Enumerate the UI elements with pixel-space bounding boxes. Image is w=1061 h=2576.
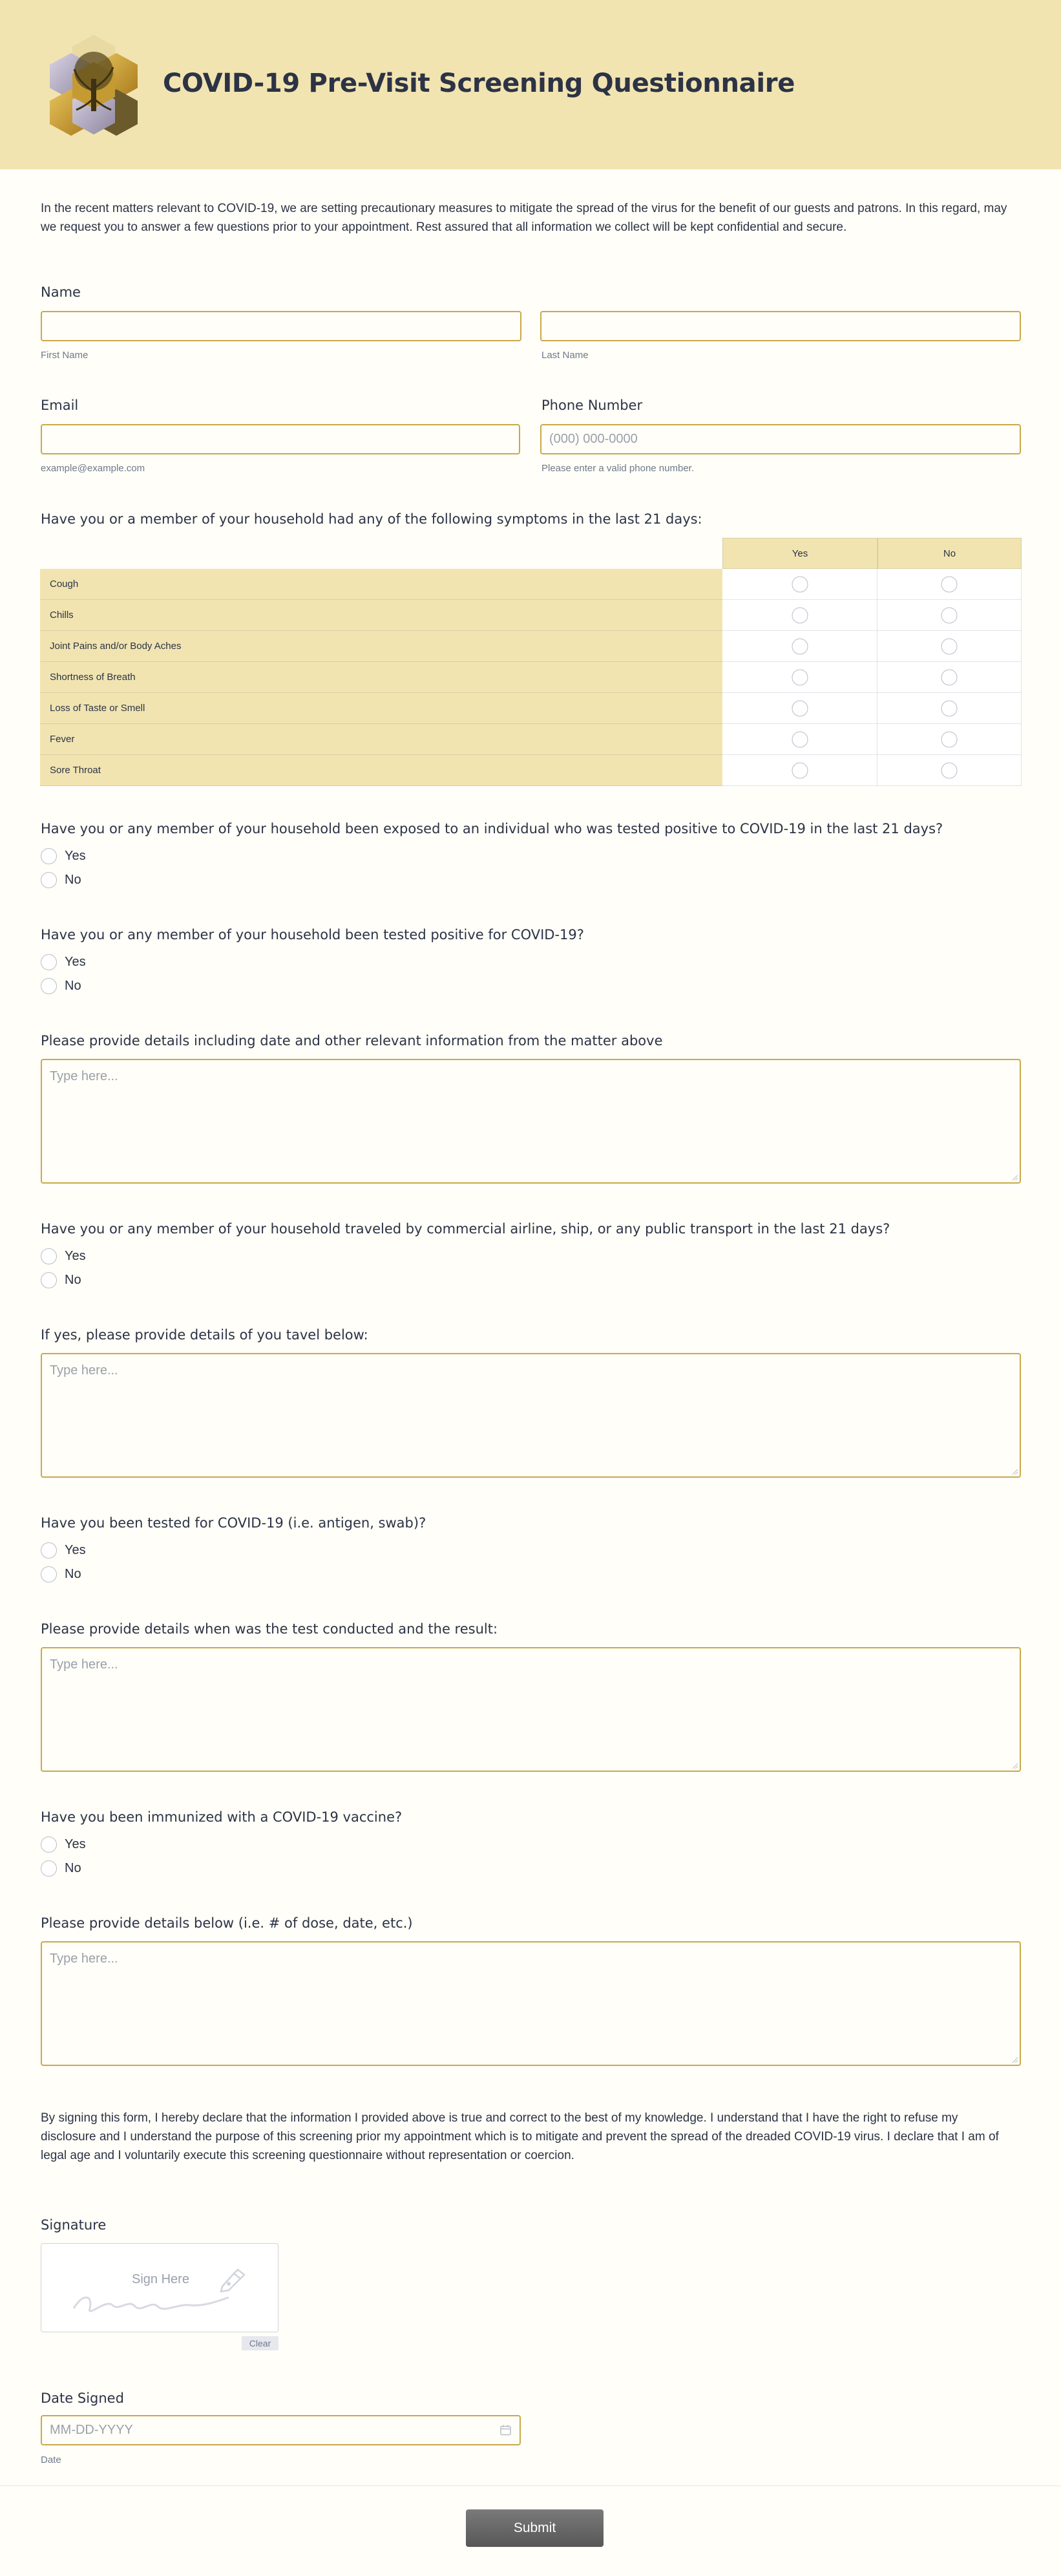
radio-no[interactable]: [941, 731, 958, 747]
matrix-cell[interactable]: [722, 631, 877, 662]
intro-text: In the recent matters relevant to COVID-19, we are setting precautionary measures to mitigate the spread of the virus for the benefit of our guests and patrons. In this regard, may we request you to answer a few questions prior to your appointment. Rest assured that all information we collect will be kept confidential and secure.: [41, 202, 1007, 234]
signature-label: Signature: [41, 2217, 107, 2233]
details-matter-question: Please provide details including date and other relevant information from the matter above: [41, 1033, 663, 1048]
signature-pad[interactable]: [41, 2243, 278, 2332]
email-input[interactable]: [41, 424, 520, 454]
exposed-option-yes[interactable]: [41, 846, 86, 866]
radio-icon[interactable]: [41, 872, 57, 888]
matrix-cell[interactable]: [722, 600, 877, 631]
option-label: Yes: [65, 848, 86, 863]
test-details-question: Please provide details when was the test conducted and the result:: [41, 1621, 498, 1637]
matrix-cell[interactable]: [877, 662, 1022, 693]
radio-icon[interactable]: [41, 1542, 57, 1559]
matrix-row-label: Cough: [40, 569, 722, 600]
matrix-cell[interactable]: [722, 724, 877, 755]
tested-household-question: Have you or any member of your household been tested positive for COVID-19?: [41, 927, 584, 942]
matrix-column-yes: Yes: [722, 538, 877, 569]
matrix-cell[interactable]: [877, 600, 1022, 631]
first-name-sublabel: First Name: [41, 350, 89, 361]
symptoms-question: Have you or a member of your household had any of the following symptoms in the last 21 days:: [41, 511, 702, 527]
matrix-row-label: Joint Pains and/or Body Aches: [40, 631, 722, 662]
email-sublabel: example@example.com: [41, 463, 145, 474]
radio-yes[interactable]: [792, 576, 808, 592]
matrix-row-label: Shortness of Breath: [40, 662, 722, 693]
matrix-row-label: Sore Throat: [40, 755, 722, 786]
exposed-option-no[interactable]: [41, 870, 81, 889]
date-sublabel: Date: [41, 2454, 61, 2465]
matrix-cell[interactable]: [722, 755, 877, 786]
travel-question: Have you or any member of your household traveled by commercial airline, ship, or any public transport in the last 21 days?: [41, 1221, 890, 1237]
radio-icon[interactable]: [41, 1566, 57, 1582]
phone-sublabel: Please enter a valid phone number.: [541, 463, 694, 474]
option-label: Yes: [65, 1836, 86, 1851]
vaccine-option-no[interactable]: [41, 1858, 81, 1878]
phone-label: Phone Number: [541, 398, 643, 413]
vaccine-option-yes[interactable]: [41, 1835, 86, 1854]
tested-self-option-no[interactable]: [41, 1564, 81, 1584]
radio-icon[interactable]: [41, 1860, 57, 1877]
declaration-text: By signing this form, I hereby declare that the information I provided above is true and correct to the best of my knowledge. I understand that I have the right to refuse my disclosure and I understand the purpose of this screening prior my appointment which is to mitigate and prevent the spread of the dreaded COVID-19 virus. I declare that I am of legal age and I voluntarily execute this screening questionnaire without representation or coercion.: [41, 2111, 999, 2162]
form-header: [0, 0, 1061, 169]
radio-no[interactable]: [941, 607, 958, 623]
matrix-cell[interactable]: [877, 693, 1022, 724]
resize-handle-icon[interactable]: [1011, 1174, 1018, 1180]
matrix-row-label: Fever: [40, 724, 722, 755]
exposed-question: Have you or any member of your household been exposed to an individual who was tested positive to COVID-19 in the last 21 days?: [41, 821, 943, 836]
matrix-cell[interactable]: [877, 724, 1022, 755]
matrix-cell[interactable]: [722, 569, 877, 600]
radio-yes[interactable]: [792, 669, 808, 685]
resize-handle-icon[interactable]: [1011, 1762, 1018, 1769]
radio-no[interactable]: [941, 576, 958, 592]
option-label: No: [65, 1860, 81, 1875]
tested-self-option-yes[interactable]: [41, 1540, 86, 1560]
radio-yes[interactable]: [792, 607, 808, 623]
travel-details-question: If yes, please provide details of you tavel below:: [41, 1327, 368, 1343]
matrix-row-label: Loss of Taste or Smell: [40, 693, 722, 724]
matrix-cell[interactable]: [877, 631, 1022, 662]
calendar-icon[interactable]: [500, 2425, 511, 2436]
first-name-input[interactable]: [41, 311, 521, 341]
matrix-cell[interactable]: [722, 693, 877, 724]
radio-no[interactable]: [941, 669, 958, 685]
travel-details-textarea[interactable]: Type here...: [41, 1353, 1021, 1478]
test-details-textarea[interactable]: Type here...: [41, 1647, 1021, 1772]
option-label: No: [65, 1566, 81, 1581]
travel-option-no[interactable]: [41, 1270, 81, 1290]
sign-here-placeholder: Sign Here: [132, 2272, 189, 2286]
vaccine-details-question: Please provide details below (i.e. # of dose, date, etc.): [41, 1915, 413, 1931]
email-label: Email: [41, 398, 79, 413]
vaccine-details-textarea[interactable]: Type here...: [41, 1941, 1021, 2066]
option-label: No: [65, 872, 81, 887]
resize-handle-icon[interactable]: [1011, 1468, 1018, 1474]
radio-no[interactable]: [941, 638, 958, 654]
last-name-input[interactable]: [540, 311, 1021, 341]
radio-icon[interactable]: [41, 1272, 57, 1288]
matrix-cell[interactable]: [722, 662, 877, 693]
date-input[interactable]: MM-DD-YYYY: [41, 2415, 521, 2445]
radio-icon[interactable]: [41, 1248, 57, 1264]
submit-button[interactable]: Submit: [466, 2509, 604, 2547]
option-label: Yes: [65, 954, 86, 969]
option-label: Yes: [65, 1542, 86, 1557]
option-label: Yes: [65, 1248, 86, 1263]
tree-logo-icon: [45, 34, 142, 136]
radio-icon[interactable]: [41, 954, 57, 970]
form-title: COVID-19 Pre-Visit Screening Questionnaire: [163, 69, 795, 98]
option-label: No: [65, 978, 81, 993]
matrix-row-label: Chills: [40, 600, 722, 631]
radio-no[interactable]: [941, 762, 958, 778]
radio-yes[interactable]: [792, 700, 808, 716]
matrix-column-no: No: [877, 538, 1022, 569]
resize-handle-icon[interactable]: [1011, 2056, 1018, 2063]
radio-icon[interactable]: [41, 1836, 57, 1853]
tested-household-option-no[interactable]: [41, 976, 81, 995]
date-signed-label: Date Signed: [41, 2390, 124, 2406]
pen-icon: [217, 2267, 246, 2293]
radio-no[interactable]: [941, 700, 958, 716]
radio-icon[interactable]: [41, 848, 57, 864]
last-name-sublabel: Last Name: [541, 350, 589, 361]
radio-yes[interactable]: [792, 731, 808, 747]
tested-self-question: Have you been tested for COVID-19 (i.e. antigen, swab)?: [41, 1515, 426, 1531]
phone-input[interactable]: (000) 000-0000: [540, 424, 1021, 454]
details-matter-textarea[interactable]: Type here...: [41, 1059, 1021, 1184]
name-label: Name: [41, 284, 81, 300]
option-label: No: [65, 1272, 81, 1287]
matrix-cell[interactable]: [877, 569, 1022, 600]
radio-yes[interactable]: [792, 762, 808, 778]
radio-icon[interactable]: [41, 978, 57, 994]
travel-option-yes[interactable]: [41, 1246, 86, 1266]
signature-clear-button[interactable]: Clear: [242, 2336, 278, 2350]
radio-yes[interactable]: [792, 638, 808, 654]
matrix-cell[interactable]: [877, 755, 1022, 786]
tested-household-option-yes[interactable]: [41, 952, 86, 972]
vaccine-question: Have you been immunized with a COVID-19 vaccine?: [41, 1809, 403, 1825]
